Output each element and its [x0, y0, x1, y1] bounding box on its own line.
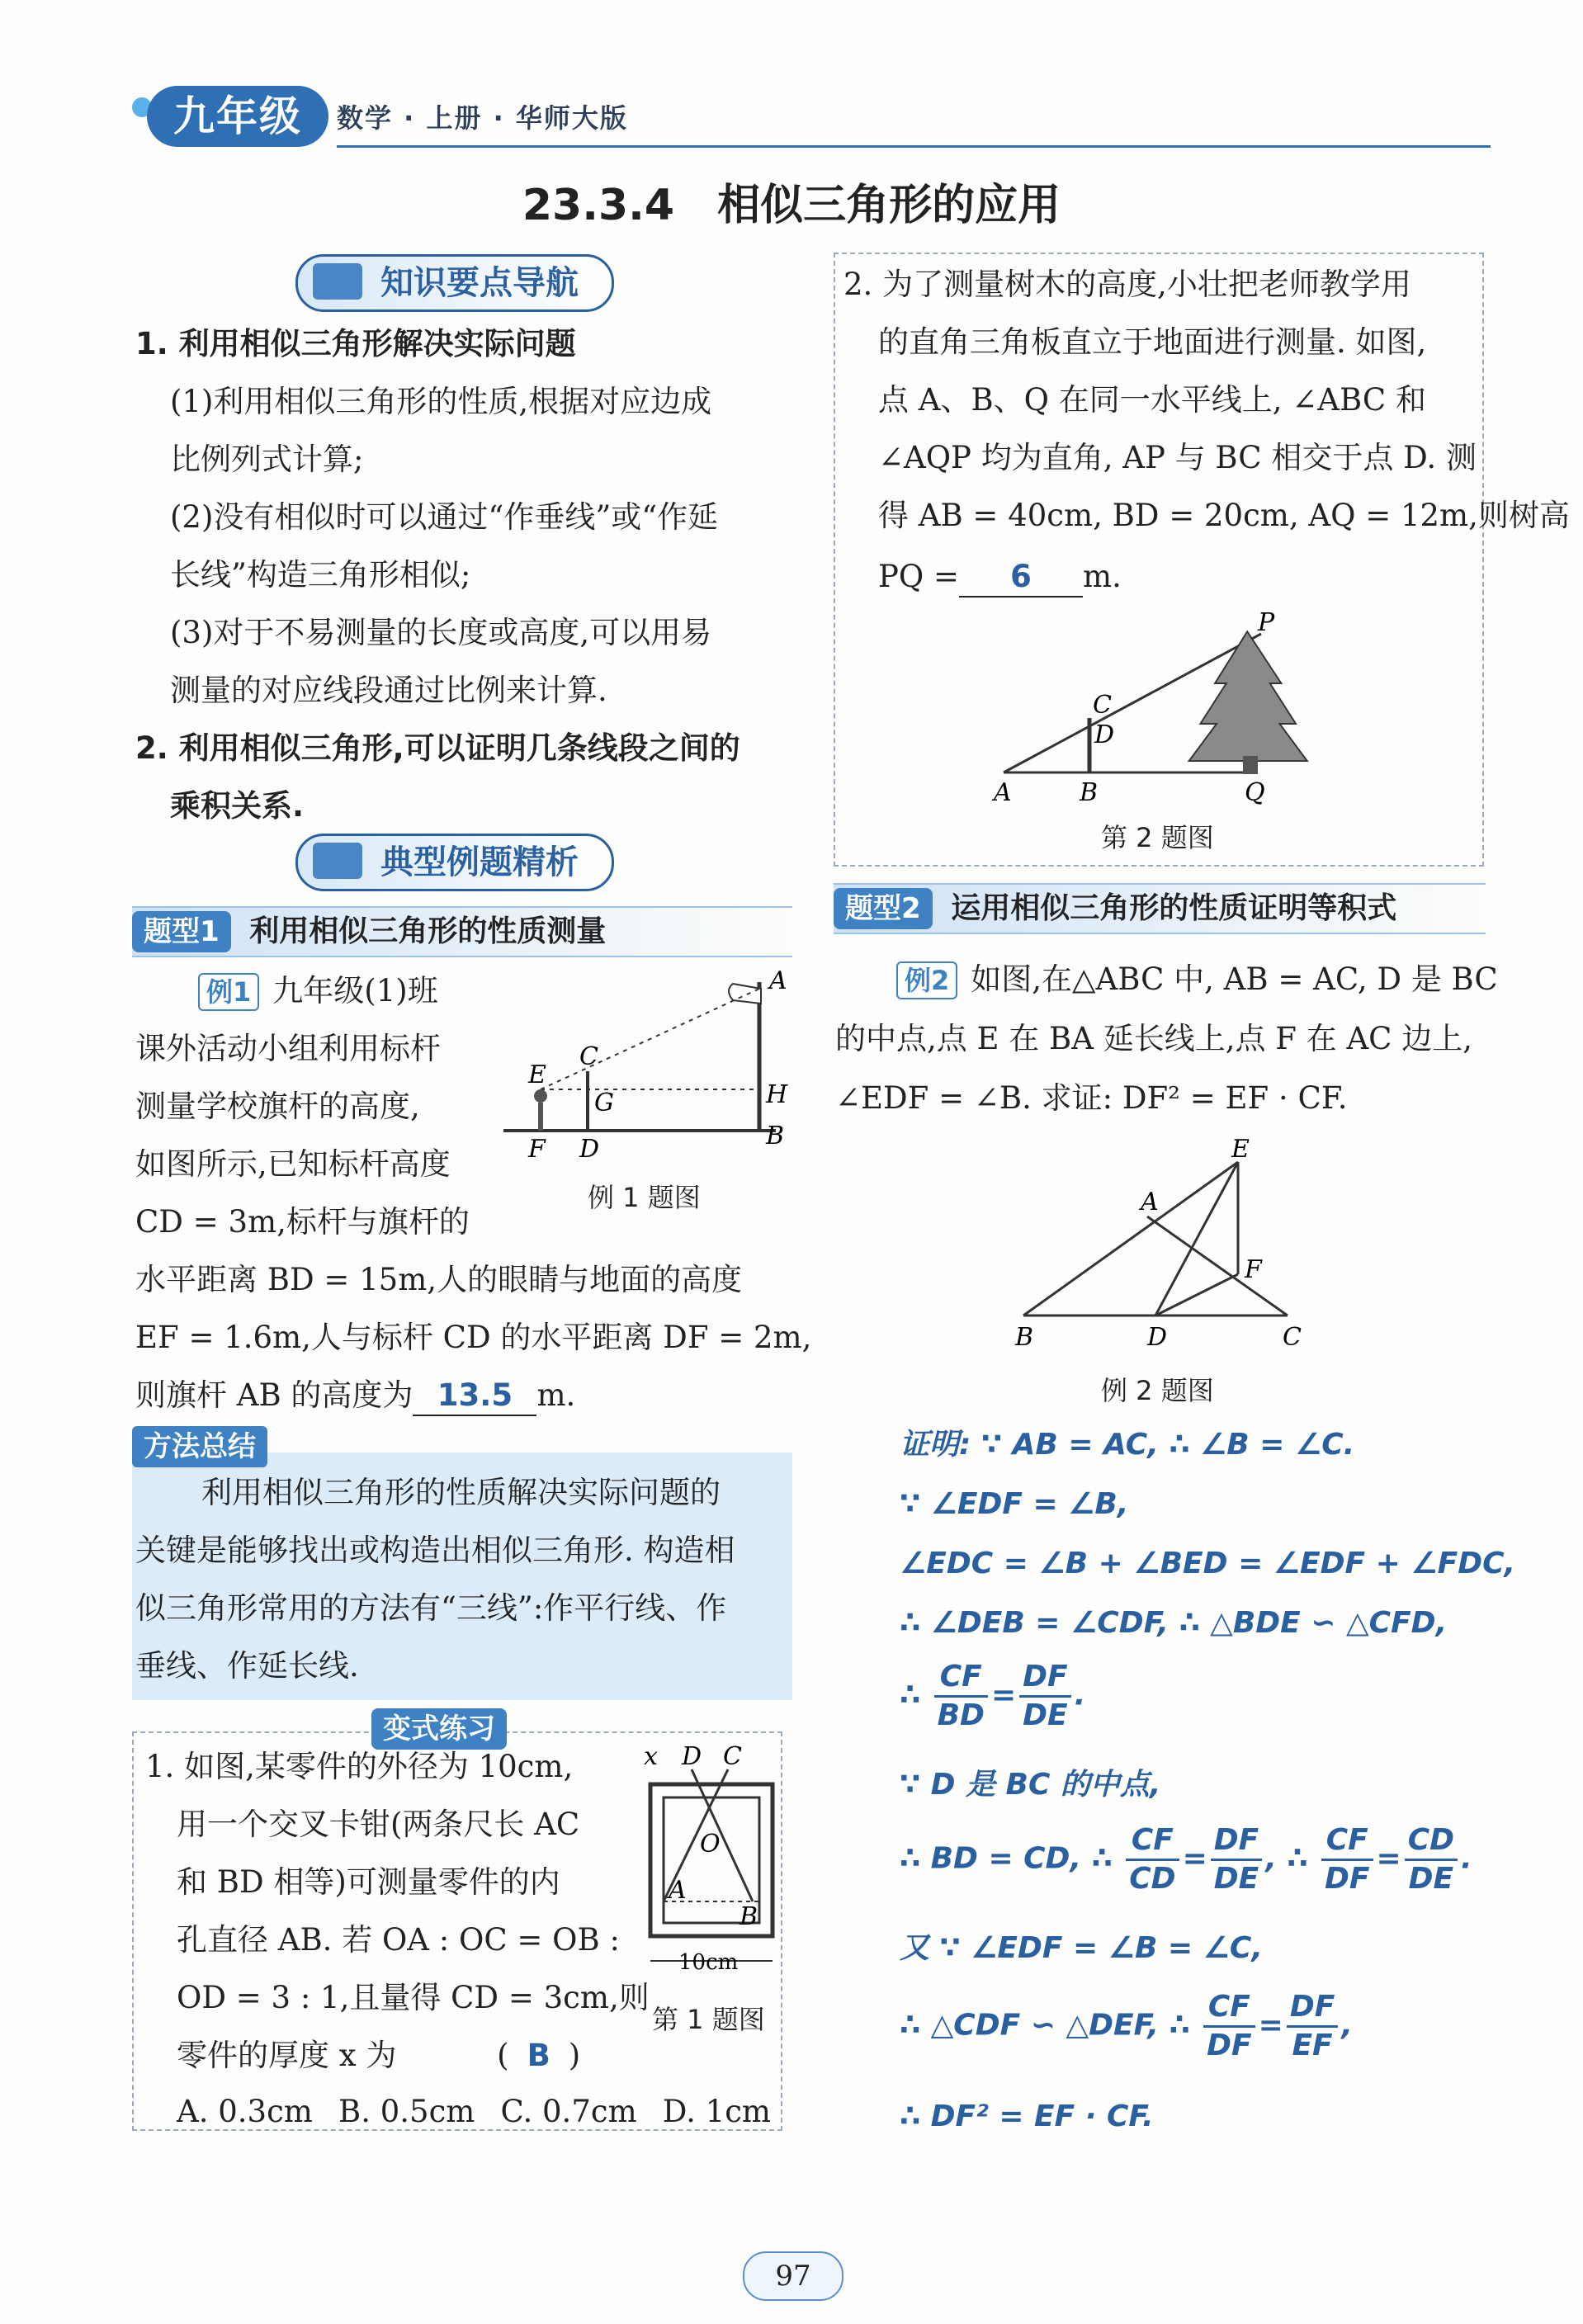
fig1-label-H: H: [766, 1080, 788, 1109]
option-a: A. 0.3cm: [177, 2094, 313, 2129]
proof-step-1: 证明: ∵ AB = AC, ∴ ∠B = ∠C.: [900, 1428, 1355, 1462]
fig1-label-A: A: [769, 966, 787, 995]
fig3-label-D: D: [1147, 1323, 1168, 1352]
option-d: D. 1cm: [662, 2094, 771, 2129]
line-DE: [1155, 1162, 1238, 1316]
method-line2: 关键是能够找出或构造出相似三角形. 构造相: [135, 1533, 735, 1568]
practice-line4: 孔直径 AB. 若 OA : OC = OB :: [177, 1922, 620, 1958]
header-rule: [337, 145, 1491, 148]
grade-badge: 九年级: [147, 86, 328, 147]
proof-step-4: ∴ ∠DEB = ∠CDF, ∴ △BDE ∽ △CFD,: [900, 1606, 1448, 1640]
example-2-line3: ∠EDF = ∠B. 求证: DF² = EF · CF.: [835, 1080, 1348, 1116]
type-1-label: 利用相似三角形的性质测量: [249, 914, 607, 948]
type-1-tag: 题型1: [132, 911, 231, 952]
fig-p-label-C: C: [723, 1742, 742, 1771]
example-1-figure: [503, 966, 792, 1180]
fraction-cf-df-2: $\frac{CF}{DF}$: [1203, 1989, 1255, 2064]
point-1-heading: 1. 利用相似三角形解决实际问题: [135, 326, 576, 361]
bulb-icon: [313, 263, 362, 300]
fig-p-label-O: O: [700, 1830, 721, 1859]
practice-options: [177, 2083, 771, 2141]
q2-caption: 第 2 题图: [1101, 822, 1214, 853]
fig2-label-B: B: [1080, 778, 1099, 807]
proof-step-6: ∵ D 是 BC 的中点,: [900, 1768, 1161, 1802]
fraction-cd-de: $\frac{CD}{DE}$: [1405, 1822, 1458, 1897]
page-title: 23.3.4 相似三角形的应用: [522, 181, 1061, 230]
q2-figure: [982, 611, 1312, 809]
example-2-line2: 的中点,点 E 在 BA 延长线上,点 F 在 AC 边上,: [835, 1021, 1472, 1056]
point-2-line2: 乘积关系.: [170, 788, 305, 824]
type-2-header: [834, 883, 1486, 934]
side-AC: [1147, 1216, 1288, 1316]
fraction-cf-df: $\frac{CF}{DF}$: [1321, 1822, 1373, 1897]
page-number: 97: [743, 2251, 843, 2301]
example-1-line7: EF = 1.6m,人与标杆 CD 的水平距离 DF = 2m,: [135, 1320, 812, 1355]
fraction-df-de-2: $\frac{DF}{DE}$: [1211, 1822, 1262, 1897]
practice-caption: 第 1 题图: [652, 2004, 765, 2035]
fig3-label-B: B: [1015, 1323, 1034, 1352]
method-line1: 利用相似三角形的性质解决实际问题的: [201, 1475, 721, 1510]
fig1-label-C: C: [579, 1042, 598, 1071]
fig-p-label-A: A: [669, 1876, 687, 1905]
book-subtitle: 数学 · 上册 · 华师大版: [337, 102, 628, 134]
example-1-tag: 例1: [198, 973, 259, 1011]
q2-line5: 得 AB = 40cm, BD = 20cm, AQ = 12m,则树高: [878, 498, 1570, 533]
fig3-label-E: E: [1231, 1139, 1250, 1164]
type-2-tag: 题型2: [834, 888, 933, 929]
q2-line1: 2. 为了测量树木的高度,小壮把老师教学用: [843, 267, 1411, 302]
practice-line2: 用一个交叉卡钳(两条尺长 AC: [177, 1807, 580, 1842]
fig1-label-E: E: [528, 1060, 546, 1089]
tree-icon: [1189, 631, 1307, 761]
proof-step-3: ∠EDC = ∠B + ∠BED = ∠EDF + ∠FDC,: [900, 1547, 1516, 1580]
practice-answer: B: [527, 2038, 551, 2073]
example-1-line6: 水平距离 BD = 15m,人的眼睛与地面的高度: [135, 1262, 743, 1297]
fig2-label-P: P: [1258, 611, 1275, 637]
fig-p-label-B: B: [740, 1902, 758, 1931]
proof-step-7: ∴ BD = CD, ∴ $\frac{CF}{CD}$ = $\frac{DF}{DE}$ , ∴ $\frac{CF}{DF}$ = $\frac{CD}{DE}$ .: [900, 1823, 1472, 1896]
fraction-df-de: $\frac{DF}{DE}$: [1019, 1659, 1070, 1734]
fraction-cf-cd: $\frac{CF}{CD}$: [1126, 1822, 1179, 1897]
method-line4: 垂线、作延长线.: [135, 1648, 359, 1684]
point-1a-line1: (1)利用相似三角形的性质,根据对应边成: [170, 384, 712, 419]
proof-step-5: ∴ $\frac{CF}{BD}$ = $\frac{DF}{DE}$ .: [900, 1660, 1086, 1732]
point-1b-line1: (2)没有相似时可以通过“作垂线”或“作延: [170, 499, 719, 535]
fig2-label-Q: Q: [1245, 778, 1265, 807]
method-summary-label: 方法总结: [132, 1426, 267, 1467]
practice-question: 零件的厚度 x 为: [177, 2038, 397, 2073]
practice-label: 变式练习: [371, 1708, 507, 1750]
practice-figure: [631, 1736, 779, 1984]
fig3-label-F: F: [1245, 1255, 1262, 1284]
example-2-tag: 例2: [896, 961, 957, 999]
point-1a-line2: 比例列式计算;: [170, 442, 364, 477]
practice-line6: 零件的厚度 x 为 ( B ): [177, 2038, 581, 2073]
fig-p-label-D: D: [682, 1742, 702, 1771]
proof-step-8: 又 ∵ ∠EDF = ∠B = ∠C,: [900, 1931, 1263, 1965]
line-BE: [1023, 1162, 1238, 1316]
example-2-text1: 如图,在△ABC 中, AB = AC, D 是 BC: [971, 961, 1498, 997]
point-1c-line2: 测量的对应线段通过比例来计算.: [170, 673, 607, 708]
example-1-line4: 如图所示,已知标杆高度: [135, 1146, 451, 1182]
point-2-line1: 2. 利用相似三角形,可以证明几条线段之间的: [135, 730, 740, 766]
fraction-df-ef: $\frac{DF}{EF}$: [1287, 1989, 1338, 2064]
proof-step-9: ∴ △CDF ∽ △DEF, ∴ $\frac{CF}{DF}$ = $\frac{DF}{EF}$ ,: [900, 1990, 1353, 2062]
example-1-answer: 13.5: [413, 1377, 536, 1416]
person-icon: [534, 1089, 547, 1103]
type-1-header: [132, 906, 792, 957]
point-1c-line1: (3)对于不易测量的长度或高度,可以用易: [170, 615, 712, 650]
tree-trunk: [1243, 756, 1258, 774]
example-1-line5: CD = 3m,标杆与旗杆的: [135, 1204, 470, 1240]
example-1-line1: [198, 962, 438, 1020]
q2-unit: m.: [1083, 559, 1122, 594]
q2-line6: [878, 548, 1122, 606]
option-c: C. 0.7cm: [500, 2094, 637, 2129]
example-1-line2: 课外活动小组利用标杆: [135, 1031, 441, 1066]
example-1-line3: 测量学校旗杆的高度,: [135, 1089, 420, 1124]
point-1b-line2: 长线”构造三角形相似;: [170, 557, 471, 593]
method-line3: 似三角形常用的方法有“三线”:作平行线、作: [135, 1590, 727, 1626]
fig3-label-A: A: [1141, 1188, 1159, 1216]
q2-line3: 点 A、B、Q 在同一水平线上, ∠ABC 和: [878, 382, 1426, 418]
fig-p-dimension: 10cm: [678, 1950, 739, 1975]
practice-line1: 1. 如图,某零件的外径为 10cm,: [145, 1749, 574, 1784]
option-b: B. 0.5cm: [338, 2094, 475, 2129]
knowledge-banner: 知识要点导航: [295, 254, 614, 312]
q2-line2: 的直角三角板直立于地面进行测量. 如图,: [878, 324, 1427, 360]
pointer-icon: [313, 843, 362, 879]
fig1-label-B: B: [766, 1122, 785, 1150]
example-2-figure: [999, 1139, 1329, 1362]
proof-step-10: ∴ DF² = EF · CF.: [900, 2100, 1154, 2133]
examples-banner: 典型例题精析: [295, 834, 614, 891]
q2-answer: 6: [959, 558, 1083, 598]
proof-step-2: ∵ ∠EDF = ∠B,: [900, 1487, 1129, 1521]
fig2-label-A: A: [994, 778, 1012, 807]
example-1-unit: m.: [536, 1377, 576, 1413]
type-2-label: 运用相似三角形的性质证明等积式: [951, 891, 1397, 925]
fig2-label-D: D: [1094, 720, 1115, 749]
example-1-caption: 例 1 题图: [588, 1182, 701, 1213]
fig-p-label-x: x: [644, 1742, 658, 1771]
q2-line4: ∠AQP 均为直角, AP 与 BC 相交于点 D. 测: [878, 440, 1477, 475]
fig1-label-D: D: [579, 1135, 600, 1164]
example-2-line1: [896, 951, 1498, 1008]
fraction-cf-bd: $\frac{CF}{BD}$: [934, 1659, 988, 1734]
practice-line3: 和 BD 相等)可测量零件的内: [177, 1864, 560, 1900]
sight-line: [541, 989, 759, 1089]
example-1-text1: 九年级(1)班: [272, 973, 438, 1008]
fig3-label-C: C: [1283, 1323, 1302, 1352]
example-1-line8: [135, 1367, 575, 1424]
example-2-caption: 例 2 题图: [1101, 1375, 1214, 1406]
fig2-label-C: C: [1093, 691, 1112, 720]
practice-line5: OD = 3 : 1,且量得 CD = 3cm,则: [177, 1980, 650, 2015]
example-1-question: 则旗杆 AB 的高度为: [135, 1377, 413, 1413]
q2-question: PQ =: [878, 559, 959, 594]
fig1-label-G: G: [594, 1089, 614, 1117]
fig1-label-F: F: [528, 1135, 546, 1164]
